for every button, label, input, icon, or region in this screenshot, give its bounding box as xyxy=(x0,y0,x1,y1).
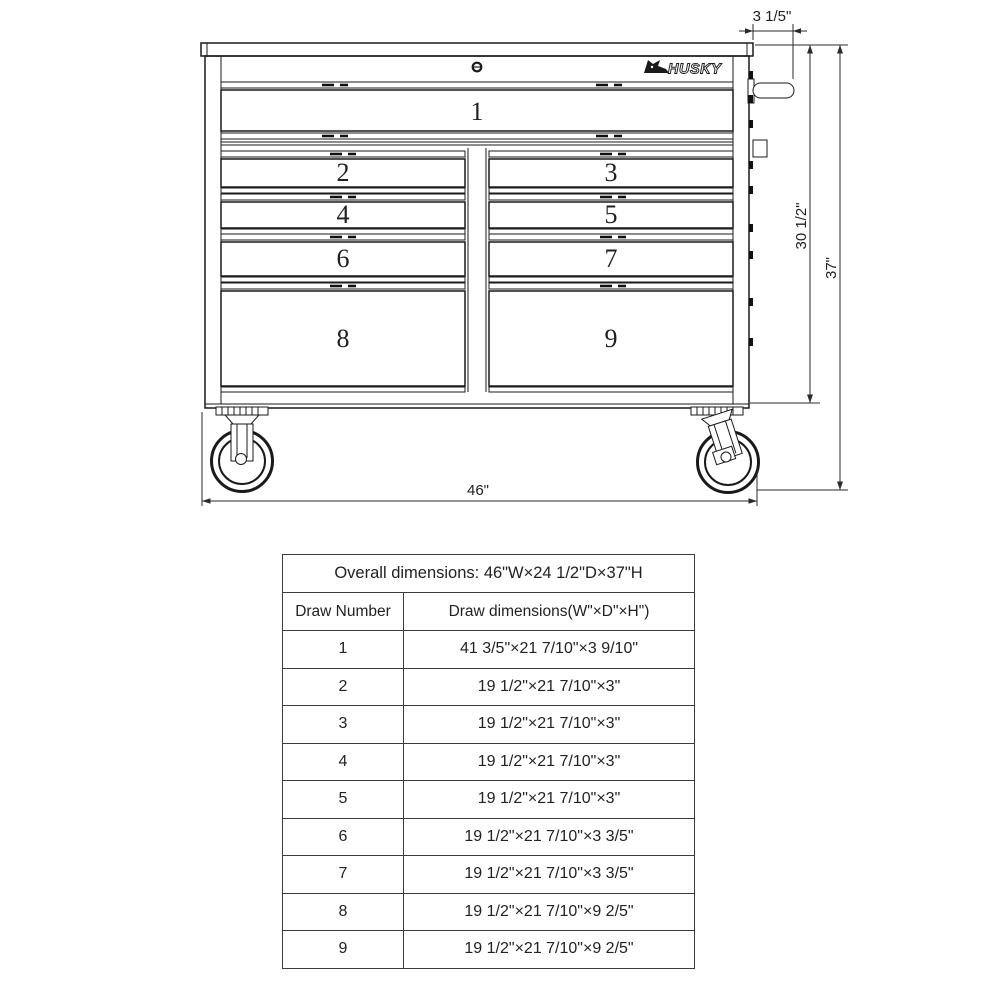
side-latch-block xyxy=(753,140,767,157)
draw-number-cell: 4 xyxy=(283,743,404,781)
draw-number-cell: 3 xyxy=(283,706,404,744)
drawer-3 xyxy=(489,151,733,193)
drawer-8-number: 8 xyxy=(336,324,350,353)
draw-dimensions-cell: 19 1/2"×21 7/10"×9 2/5" xyxy=(404,931,695,969)
table-row xyxy=(283,668,695,706)
table-row xyxy=(283,893,695,931)
dimension-overall-width xyxy=(202,412,757,506)
draw-number-cell: 5 xyxy=(283,781,404,819)
spec-table-container xyxy=(282,554,695,969)
left-caster xyxy=(212,407,273,492)
drawer-1-number: 1 xyxy=(470,97,484,126)
draw-dimensions-cell: 19 1/2"×21 7/10"×3" xyxy=(404,781,695,819)
drawer-5-number: 5 xyxy=(604,200,618,229)
draw-dimensions-cell: 19 1/2"×21 7/10"×3" xyxy=(404,743,695,781)
cabinet-lid xyxy=(201,43,753,56)
draw-number-cell: 1 xyxy=(283,631,404,669)
drawer-8 xyxy=(221,283,465,392)
draw-number-cell: 9 xyxy=(283,931,404,969)
draw-dimensions-cell: 41 3/5"×21 7/10"×3 9/10" xyxy=(404,631,695,669)
drawer-2 xyxy=(221,151,465,193)
right-caster xyxy=(691,407,759,493)
drawer-3-number: 3 xyxy=(604,158,618,187)
table-row xyxy=(283,743,695,781)
dimension-cabinet-height xyxy=(750,45,820,403)
drawer-6 xyxy=(221,234,465,282)
keylock-icon xyxy=(473,63,482,72)
draw-number-cell: 2 xyxy=(283,668,404,706)
table-row xyxy=(283,856,695,894)
husky-dog-icon xyxy=(644,60,669,73)
drawer-9 xyxy=(489,283,733,392)
cabinet-height-label: 30 1/2" xyxy=(793,202,810,250)
table-row xyxy=(283,781,695,819)
draw-dimensions-cell: 19 1/2"×21 7/10"×3" xyxy=(404,706,695,744)
table-row xyxy=(283,818,695,856)
draw-number-cell: 6 xyxy=(283,818,404,856)
col-header-draw-dimensions: Draw dimensions(W"×D"×H") xyxy=(404,593,695,631)
overall-width-label: 46" xyxy=(466,482,490,499)
table-row xyxy=(283,931,695,969)
brand-label: HUSKY xyxy=(668,61,722,78)
draw-number-cell: 7 xyxy=(283,856,404,894)
draw-dimensions-cell: 19 1/2"×21 7/10"×3 3/5" xyxy=(404,856,695,894)
draw-dimensions-cell: 19 1/2"×21 7/10"×3 3/5" xyxy=(404,818,695,856)
handle-offset-label: 3 1/5" xyxy=(752,8,792,25)
spec-table xyxy=(282,554,695,969)
dimension-overall-height xyxy=(757,45,848,490)
drawer-4-number: 4 xyxy=(336,200,350,229)
draw-dimensions-cell: 19 1/2"×21 7/10"×9 2/5" xyxy=(404,893,695,931)
overall-height-label: 37" xyxy=(823,256,840,280)
drawer-2-number: 2 xyxy=(336,158,350,187)
table-row xyxy=(283,631,695,669)
drawer-5 xyxy=(489,194,733,234)
drawer-4 xyxy=(221,194,465,234)
drawer-7-number: 7 xyxy=(604,244,618,273)
drawer-6-number: 6 xyxy=(336,244,350,273)
drawer-7 xyxy=(489,234,733,282)
table-title: Overall dimensions: 46"W×24 1/2"D×37"H xyxy=(283,555,695,593)
side-handle xyxy=(748,79,794,103)
col-header-draw-number: Draw Number xyxy=(283,593,404,631)
husky-logo xyxy=(644,60,722,78)
draw-number-cell: 8 xyxy=(283,893,404,931)
drawer-9-number: 9 xyxy=(604,324,618,353)
draw-dimensions-cell: 19 1/2"×21 7/10"×3" xyxy=(404,668,695,706)
center-divider xyxy=(468,148,486,392)
drawer-1 xyxy=(221,82,733,139)
table-row xyxy=(283,706,695,744)
